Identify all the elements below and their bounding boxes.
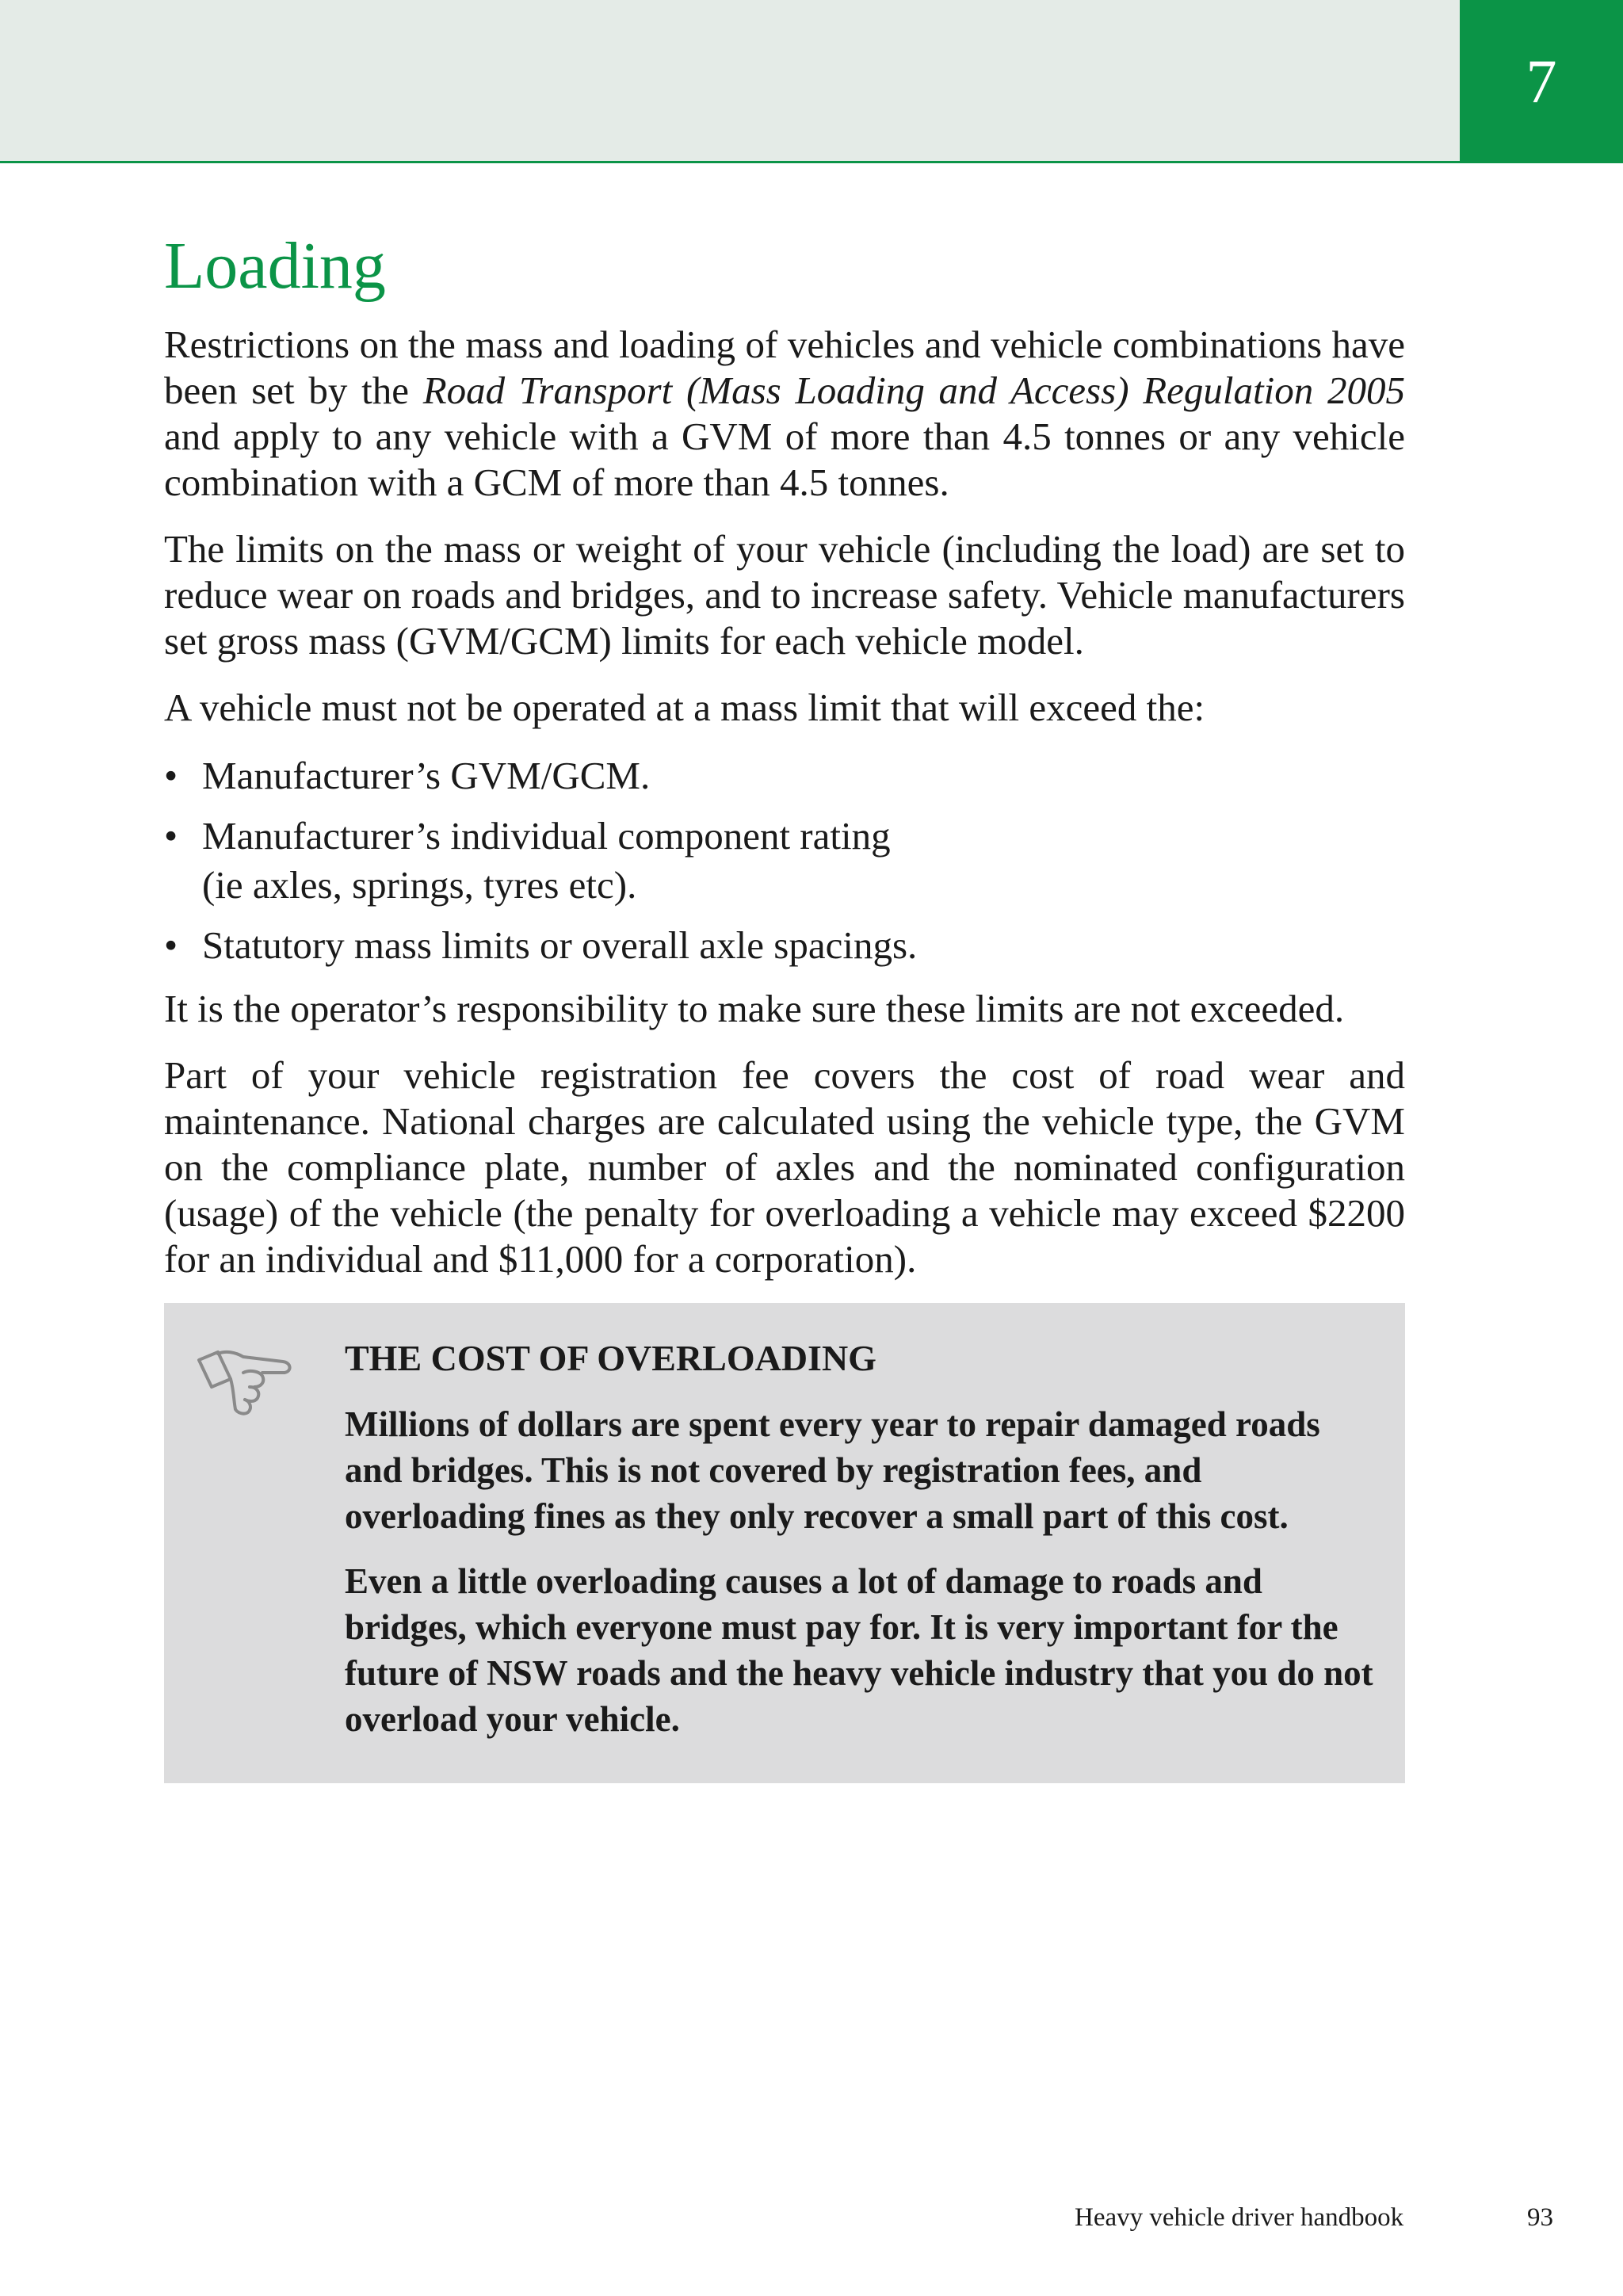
paragraph-restrictions (164, 322, 1405, 506)
callout-paragraph-damage: Even a little overloading causes a lot of damage to roads and bridges, which everyone must pay for. It is very important for the future of NSW roads and the heavy vehicle industry that you do not overload your vehicle. (345, 1561, 1373, 1740)
chapter-number-tab: 7 (1460, 0, 1623, 163)
limits-list (164, 751, 1405, 970)
callout-paragraph-cost: Millions of dollars are spent every year to repair damaged roads and bridges. This is not covered by registration fees, and overloading fines as they only recover a small part of this cost. (345, 1404, 1320, 1537)
list-item (164, 751, 1405, 800)
paragraph-must-not-exceed: A vehicle must not be operated at a mass limit that will exceed the: (164, 686, 1205, 730)
paragraph-restrictions-text-a: Restrictions on the mass and loading of vehicles and vehicle combinations have been set by the (164, 323, 1405, 413)
footer-title: Heavy vehicle driver handbook (1075, 2203, 1404, 2232)
list-item-text-continued: (ie axles, springs, tyres etc). (202, 863, 637, 907)
bullet-symbol: • (164, 754, 178, 798)
paragraph-restrictions-text-b: and apply to any vehicle with a GVM of more than 4.5 tonnes or any vehicle combination with a GCM of more than 4.5 tonnes. (164, 415, 1405, 505)
list-item-text: Manufacturer’s GVM/GCM. (202, 754, 651, 798)
header-rule (0, 161, 1623, 163)
paragraph-responsibility: It is the operator’s responsibility to make sure these limits are not exceeded. (164, 987, 1345, 1031)
list-item-text: Statutory mass limits or overall axle spacings. (202, 923, 918, 968)
paragraph-registration-fee: Part of your vehicle registration fee covers the cost of road wear and maintenance. National charges are calculated using the vehicle type, the GVM on the compliance plate, number of axles and the nominated configuration (usage) of the vehicle (the penalty for overloading a vehicle may exceed $2200 for an individual and $11,000 for a corporation). (164, 1053, 1405, 1282)
regulation-title: Road Transport (Mass Loading and Access) Regulation 2005 (422, 369, 1405, 413)
header-band (0, 0, 1460, 161)
list-item-text: Manufacturer’s individual component rating (202, 814, 891, 858)
section-title: Loading (164, 229, 386, 303)
bullet-symbol: • (164, 923, 178, 968)
list-item (164, 812, 1405, 910)
bullet-symbol: • (164, 814, 178, 858)
page-number: 93 (1527, 2203, 1553, 2232)
callout-heading: THE COST OF OVERLOADING (345, 1338, 876, 1379)
callout-box (164, 1303, 1405, 1783)
list-item (164, 921, 1405, 970)
page-content (164, 230, 1405, 1783)
paragraph-limits: The limits on the mass or weight of your vehicle (including the load) are set to reduce wear on roads and bridges, and to increase safety. Vehicle manufacturers set gross mass (GVM/GCM) limits for each vehicle model. (164, 527, 1405, 663)
pointing-hand-icon (194, 1338, 313, 1425)
